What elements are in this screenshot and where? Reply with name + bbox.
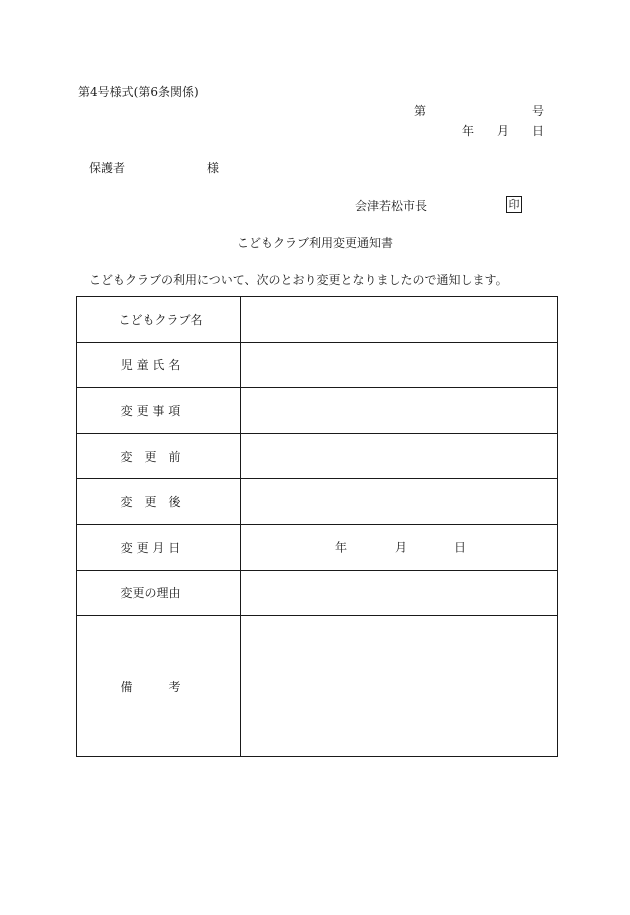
row-label: こどもクラブ名 xyxy=(118,312,203,327)
issuer-name: 会津若松市長 xyxy=(355,199,428,213)
remarks-field[interactable] xyxy=(241,616,558,757)
change-date-year: 年 xyxy=(335,540,348,555)
document-number-suffix: 号 xyxy=(532,104,545,118)
row-label: 変更の理由 xyxy=(120,586,181,601)
row-label: 変 更 前 xyxy=(120,449,181,464)
change-item-field[interactable] xyxy=(241,388,558,434)
before-change-field[interactable] xyxy=(241,433,558,479)
change-reason-field[interactable] xyxy=(241,570,558,616)
guardian-honorific: 様 xyxy=(207,161,220,175)
guardian-label: 保護者 xyxy=(89,161,126,175)
row-label: 児 童 氏 名 xyxy=(120,358,181,373)
change-reason-label xyxy=(77,570,241,616)
form-number: 第4号様式(第6条関係) xyxy=(78,85,199,99)
after-change-label xyxy=(77,479,241,525)
table-row xyxy=(77,570,558,616)
row-label: 変 更 事 項 xyxy=(120,403,181,418)
club-name-label xyxy=(77,297,241,343)
intro-text: こどもクラブの利用について、次のとおり変更となりましたので通知します。 xyxy=(89,273,508,287)
document-title: こどもクラブ利用変更通知書 xyxy=(236,236,393,250)
table-row xyxy=(77,433,558,479)
table-row xyxy=(77,342,558,388)
child-name-label xyxy=(77,342,241,388)
before-change-label xyxy=(77,433,241,479)
table-row xyxy=(77,388,558,434)
row-label: 変 更 後 xyxy=(120,495,181,510)
issue-date-year: 年 xyxy=(462,124,475,138)
document-number-label: 第 xyxy=(414,104,427,118)
issue-date-month: 月 xyxy=(497,124,510,138)
table-row xyxy=(77,297,558,343)
change-date-month: 月 xyxy=(395,540,408,555)
change-item-label xyxy=(77,388,241,434)
table-row xyxy=(77,479,558,525)
table-row xyxy=(77,524,558,570)
after-change-field[interactable] xyxy=(241,479,558,525)
child-name-field[interactable] xyxy=(241,342,558,388)
issue-date-day: 日 xyxy=(532,124,545,138)
row-label: 備 考 xyxy=(120,679,181,694)
change-date-field[interactable] xyxy=(241,524,558,570)
change-form-table xyxy=(76,296,558,757)
seal-stamp: 印 xyxy=(506,196,522,213)
club-name-field[interactable] xyxy=(241,297,558,343)
row-label: 変 更 月 日 xyxy=(120,540,181,555)
change-date-label xyxy=(77,524,241,570)
change-date-day: 日 xyxy=(454,540,467,555)
table-row xyxy=(77,616,558,757)
remarks-label xyxy=(77,616,241,757)
